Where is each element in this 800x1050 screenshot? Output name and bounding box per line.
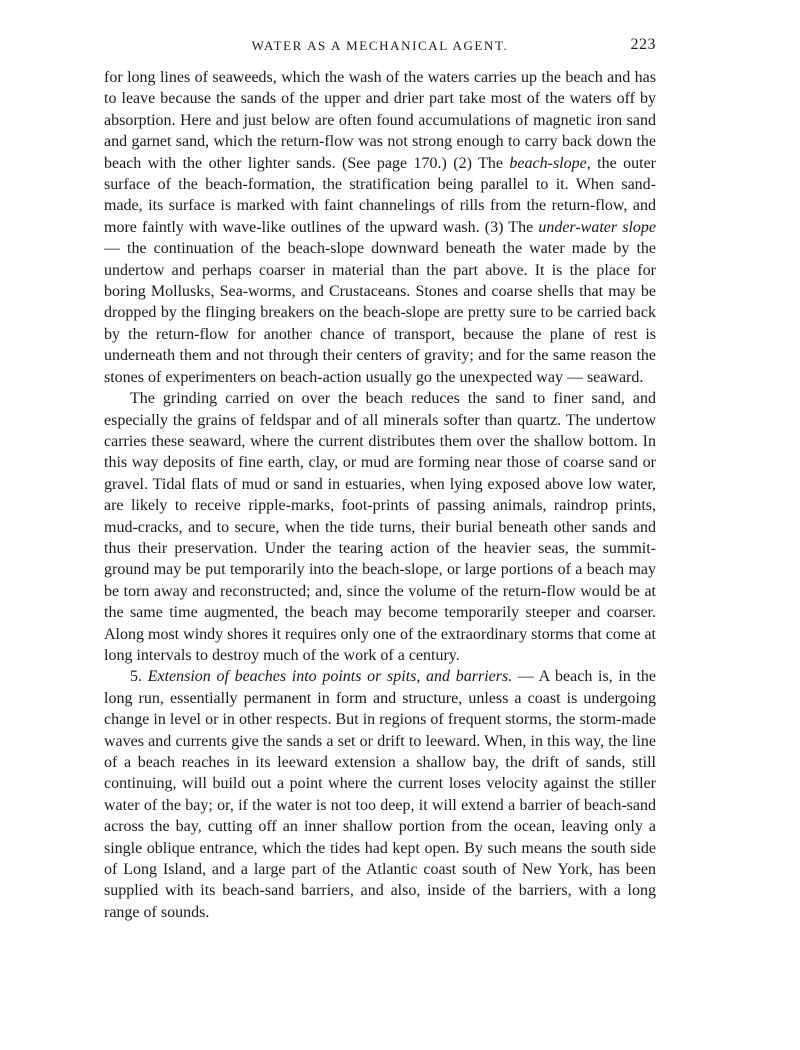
paragraph-grinding [104, 388, 656, 666]
page-number: 223 [630, 36, 656, 53]
section-number: 5. [130, 668, 142, 686]
paragraph-beach-parts [104, 67, 656, 388]
paragraph-extension-of-beaches [104, 666, 656, 923]
term-beach-slope: beach-slope [509, 154, 587, 172]
paragraph-text: for long lines of seaweeds, which the wash of the waters carries up the beach and has to leave because the sands of the upper and drier part take most of the waters off by absorption. Here and just below are often found accumulations of magnetic iron sand and garnet sand, which the return-flow was not strong enough to carry back down the beach with the other lighter sands. (See page 170.) (2) The [104, 69, 656, 172]
running-title: WATER AS A MECHANICAL AGENT. [251, 38, 509, 53]
paragraph-text: — A beach is, in the long run, essentially permanent in form and structure, unless a coast is undergoing change in level or in other respects. But in regions of frequent storms, the storm-made waves and currents give the sands a set or drift to leeward. When, in this way, the line of a beach reaches in its leeward extension a shallow bay, the drift of sands, still continuing, will build out a point where the current loses velocity against the stiller water of the bay; or, if the water is not too deep, it will extend a barrier of beach-sand across the bay, cutting off an inner shallow portion from the ocean, leaving only a single oblique entrance, which the tides had kept open. By such means the south side of Long Island, and a large part of the Atlantic coast south of New York, has been supplied with its beach-sand barriers, and also, inside of the barriers, with a long range of sounds. [104, 668, 657, 921]
section-heading: Extension of beaches into points or spits, and barriers. [147, 668, 513, 686]
term-under-water-slope: under-water slope [538, 218, 657, 236]
paragraph-text: — the continuation of the beach-slope downward beneath the water made by the undertow and perhaps coarser in material than the part above. It is the place for boring Mollusks, Sea-worms, and Crustaceans. Stones and coarse shells that may be dropped by the flinging breakers on the beach-slope are pretty sure to be carried back by the return-flow for another chance of transport, because the plane of rest is underneath them and not through their centers of gravity; and for the same reason the stones of experimenters on beach-action usually go the unexpected way — seaward. [104, 240, 656, 386]
paragraph-text: The grinding carried on over the beach reduces the sand to finer sand, and especially the grains of feldspar and of all minerals softer than quartz. The undertow carries these seaward, where the current distributes them over the shallow bottom. In this way deposits of fine earth, clay, or mud are forming near those of coarse sand or gravel. Tidal flats of mud or sand in estuaries, when lying exposed above low water, are likely to receive ripple-marks, foot-prints of passing animals, raindrop prints, mud-cracks, and to secure, when the tide turns, their burial beneath other sands and thus their preservation. Under the tearing action of the heavier seas, the summit-ground may be put temporarily into the beach-slope, or large portions of a beach may be torn away and reconstructed; and, since the volume of the return-flow would be at the same time augmented, the beach may become temporarily steeper and coarser. Along most windy shores it requires only one of the extraordinary storms that come at long intervals to destroy much of the work of a century. [104, 390, 656, 664]
body-text [104, 67, 656, 923]
paragraph-text: , the outer surface of the beach-formation, the stratification being parallel to it. When sand-made, its surface is marked with faint channelings of rills from the return-flow, and more faintly with wave-like outlines of the upward wash. (3) The [104, 154, 656, 236]
running-head [104, 36, 656, 56]
